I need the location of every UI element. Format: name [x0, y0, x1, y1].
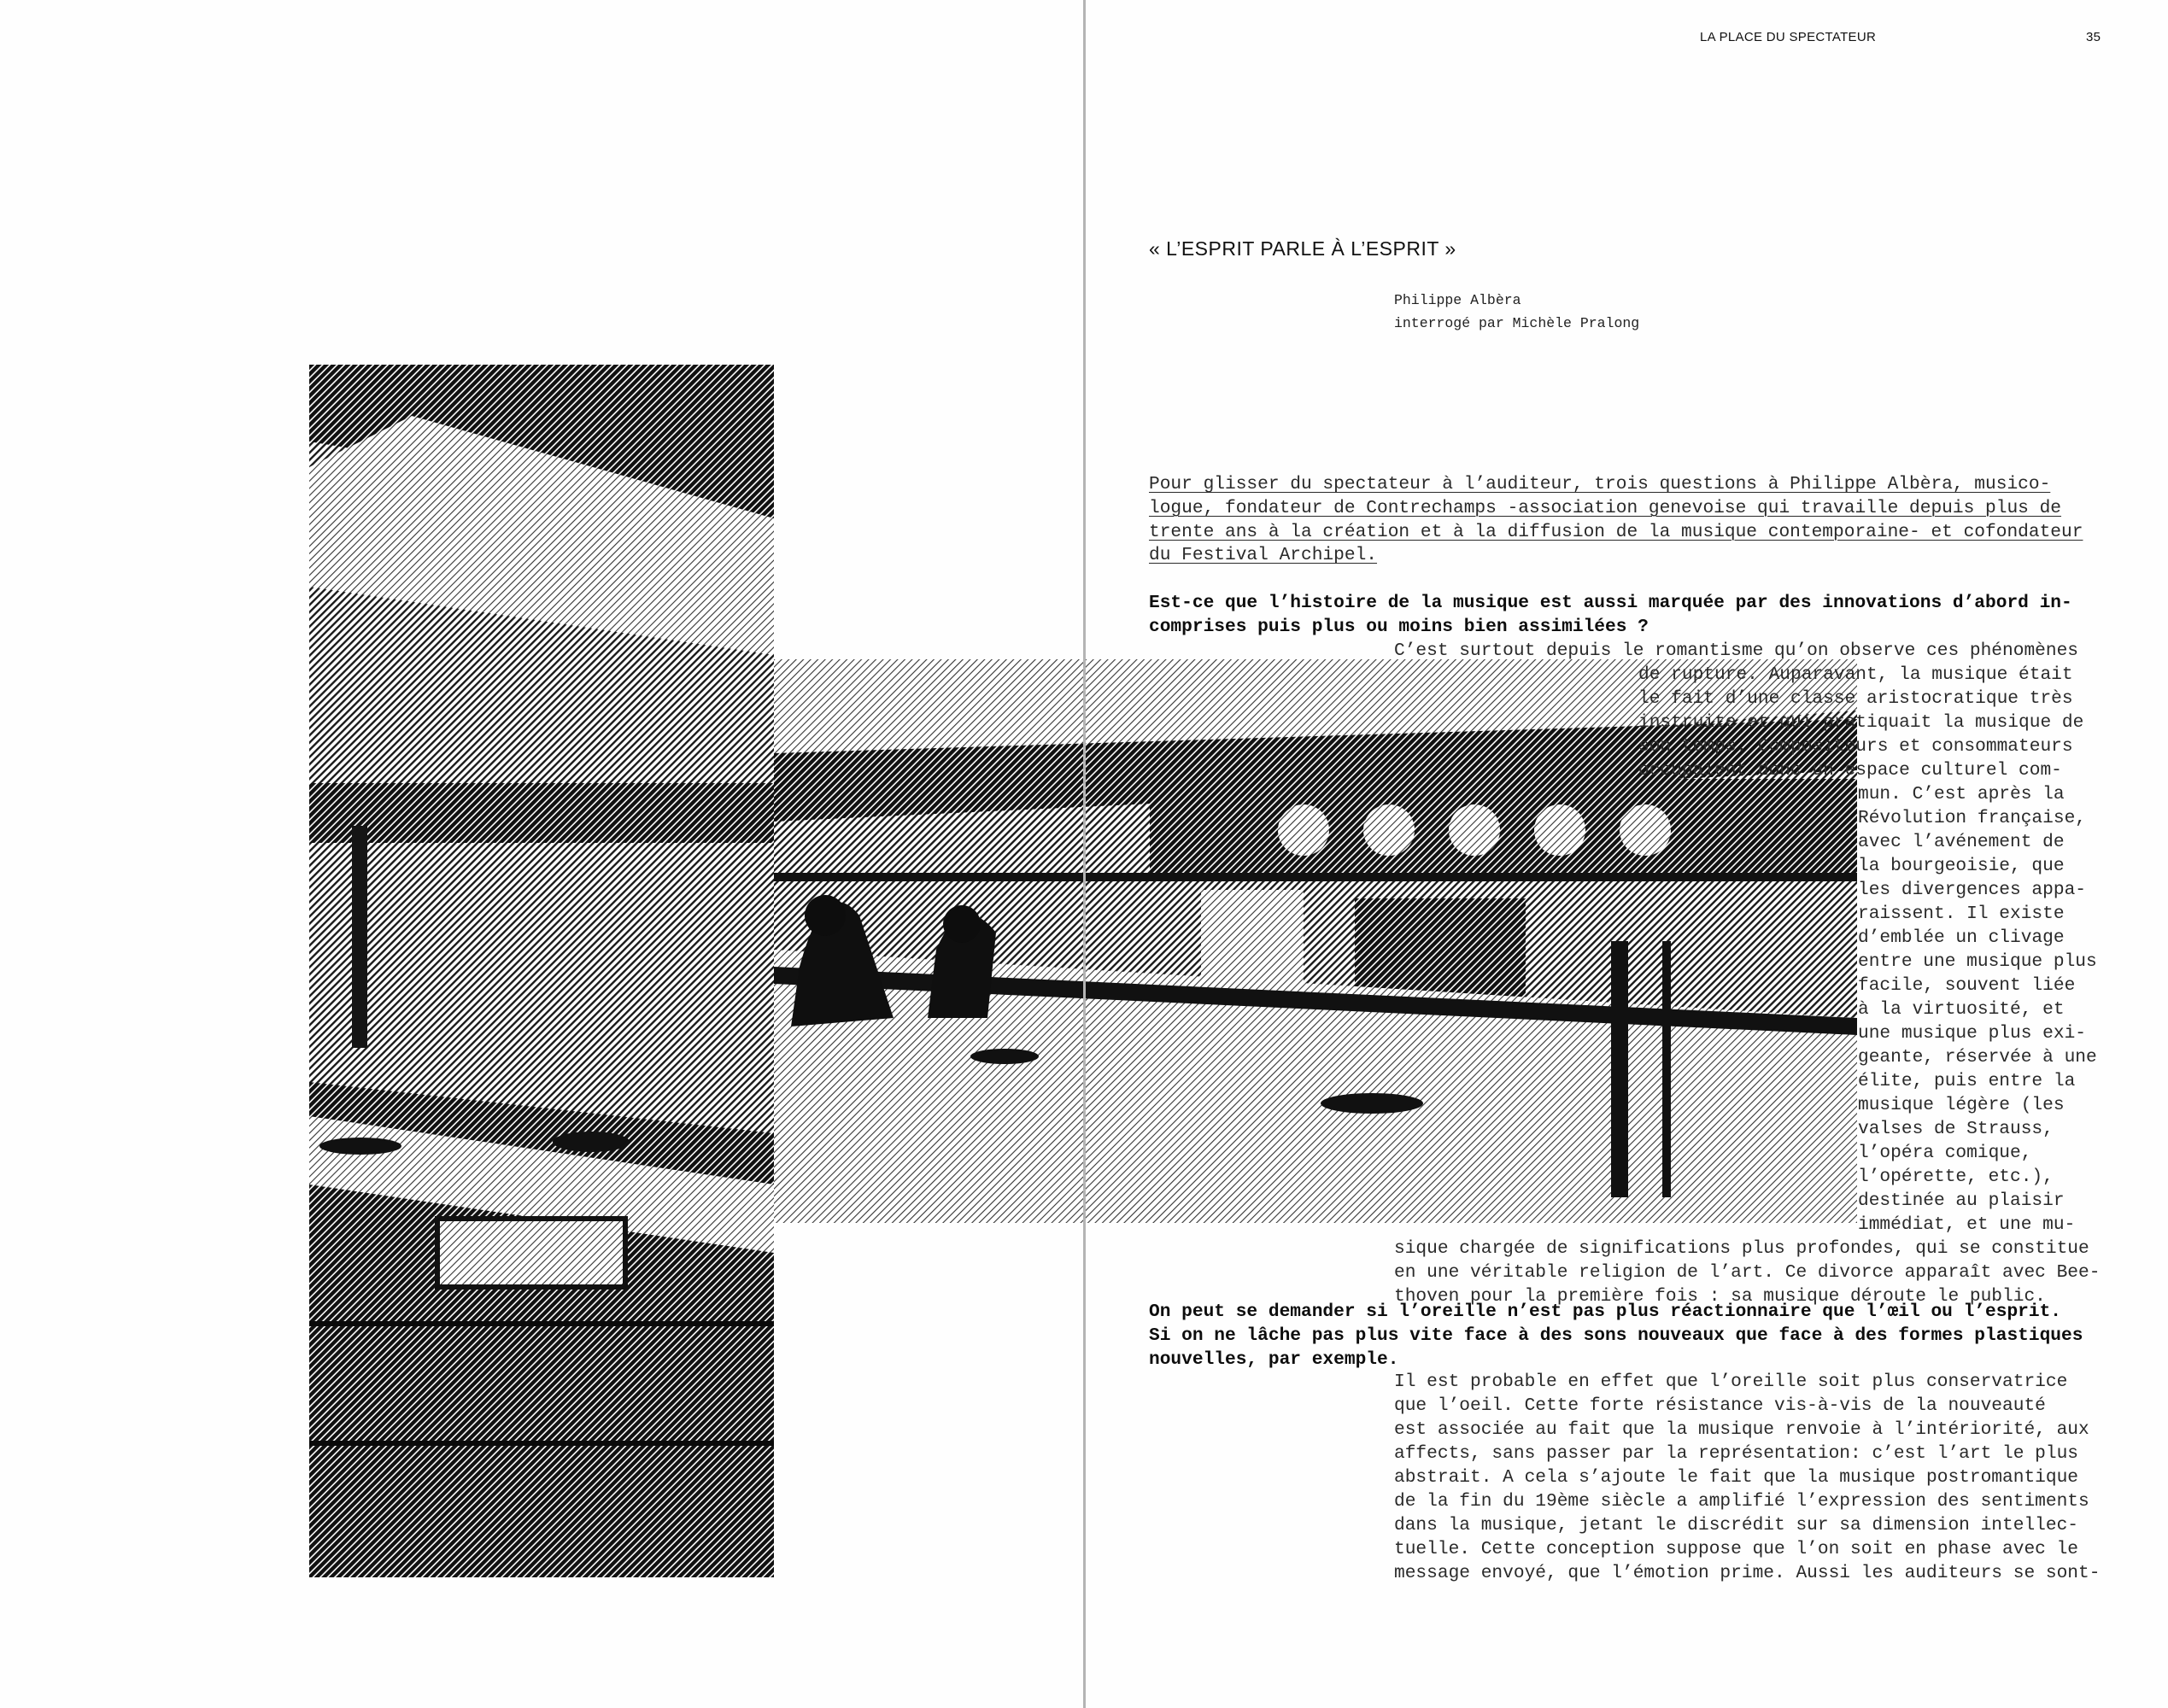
answer-line: destinée au plaisir	[1858, 1190, 2065, 1211]
answer-line: de rupture. Auparavant, la musique était	[1638, 664, 2073, 685]
answer-line: les divergences appa-	[1858, 880, 2087, 900]
answer-line: une musique plus exi-	[1858, 1023, 2087, 1044]
author-name: Philippe Albèra	[1394, 292, 1521, 308]
answer-line: l’opéra comique,	[1858, 1143, 2032, 1163]
answer-line: mun. C’est après la	[1858, 784, 2065, 804]
answer-line: que l’oeil. Cette forte résistance vis-à-vis de la nouveauté	[1394, 1395, 2046, 1416]
article-title: « L’ESPRIT PARLE À L’ESPRIT »	[1149, 237, 1456, 260]
answer-line: occupaient donc un espace culturel com-	[1638, 760, 2062, 781]
answer-line: facile, souvent liée	[1858, 975, 2076, 996]
answer-line: instruite et qui pratiquait la musique de	[1638, 712, 2084, 733]
question-line: nouvelles, par exemple.	[1149, 1348, 1399, 1370]
question-line: Si on ne lâche pas plus vite face à des sons nouveaux que face à des formes plastiques	[1149, 1325, 2083, 1346]
answer-line: la bourgeoisie, que	[1858, 856, 2065, 876]
byline	[1394, 289, 1639, 335]
intro-line: trente ans à la création et à la diffusion de la musique contemporaine- et cofondateur	[1149, 521, 2083, 542]
answer-line: valses de Strauss,	[1858, 1119, 2054, 1139]
answer-line: message envoyé, que l’émotion prime. Aussi les auditeurs se sont-	[1394, 1563, 2101, 1583]
answer-line: tuelle. Cette conception suppose que l’on soit en phase avec le	[1394, 1539, 2079, 1559]
running-title: LA PLACE DU SPECTATEUR	[1700, 30, 1877, 44]
answer-line: entre une musique plus	[1858, 951, 2097, 972]
answer-line: musique légère (les	[1858, 1095, 2065, 1115]
answer-line: C’est surtout depuis le romantisme qu’on observe ces phénomènes	[1394, 640, 2079, 661]
answer-line: Révolution française,	[1858, 808, 2087, 828]
intro-line: Pour glisser du spectateur à l’auditeur, trois questions à Philippe Albèra, musico-	[1149, 474, 2051, 494]
answer-line: son temps. Compositeurs et consommateurs	[1638, 736, 2073, 757]
answer-line: sique chargée de significations plus profondes, qui se constitue	[1394, 1238, 2089, 1259]
question-line: comprises puis plus ou moins bien assimilées ?	[1149, 616, 1649, 637]
answer-line: immédiat, et une mu-	[1858, 1214, 2076, 1235]
question-line: Est-ce que l’histoire de la musique est aussi marquée par des innovations d’abord in-	[1149, 593, 2072, 613]
question-1	[1149, 592, 2072, 640]
question-2	[1149, 1301, 2083, 1372]
interviewer-credit: interrogé par Michèle Pralong	[1394, 315, 1640, 331]
answer-line: raissent. Il existe	[1858, 904, 2065, 924]
answer-line: abstrait. A cela s’ajoute le fait que la musique postromantique	[1394, 1467, 2079, 1488]
answer-line: à la virtuosité, et	[1858, 999, 2065, 1020]
answer-line: de la fin du 19ème siècle a amplifié l’expression des sentiments	[1394, 1491, 2089, 1512]
answer-line: dans la musique, jetant le discrédit sur sa dimension intellec-	[1394, 1515, 2079, 1535]
answer-line: en une véritable religion de l’art. Ce divorce apparaît avec Bee-	[1394, 1262, 2101, 1283]
answer-line: avec l’avénement de	[1858, 832, 2065, 852]
answer-line: l’opérette, etc.),	[1858, 1167, 2054, 1187]
intro-paragraph	[1149, 473, 2083, 568]
answer-line: le fait d’une classe aristocratique très	[1638, 688, 2073, 709]
intro-line: logue, fondateur de Contrechamps -association genevoise qui travaille depuis plus de	[1149, 497, 2062, 518]
photo-kitchen-vertical	[309, 365, 774, 1577]
answer-line: d’emblée un clivage	[1858, 927, 2065, 948]
spine-gutter	[1083, 0, 1086, 1708]
answer-line: geante, réservée à une	[1858, 1047, 2097, 1068]
answer-line: est associée au fait que la musique renvoie à l’intériorité, aux	[1394, 1419, 2089, 1440]
page-number: 35	[2086, 30, 2101, 44]
question-line: On peut se demander si l’oreille n’est pas plus réactionnaire que l’œil ou l’esprit.	[1149, 1301, 2062, 1322]
answer-line: Il est probable en effet que l’oreille soit plus conservatrice	[1394, 1372, 2068, 1392]
intro-line: du Festival Archipel.	[1149, 545, 1378, 566]
answer-line: thoven pour la première fois : sa musique déroute le public.	[1394, 1286, 2046, 1307]
answer-line: affects, sans passer par la représentation: c’est l’art le plus	[1394, 1443, 2079, 1464]
answer-line: élite, puis entre la	[1858, 1071, 2076, 1091]
